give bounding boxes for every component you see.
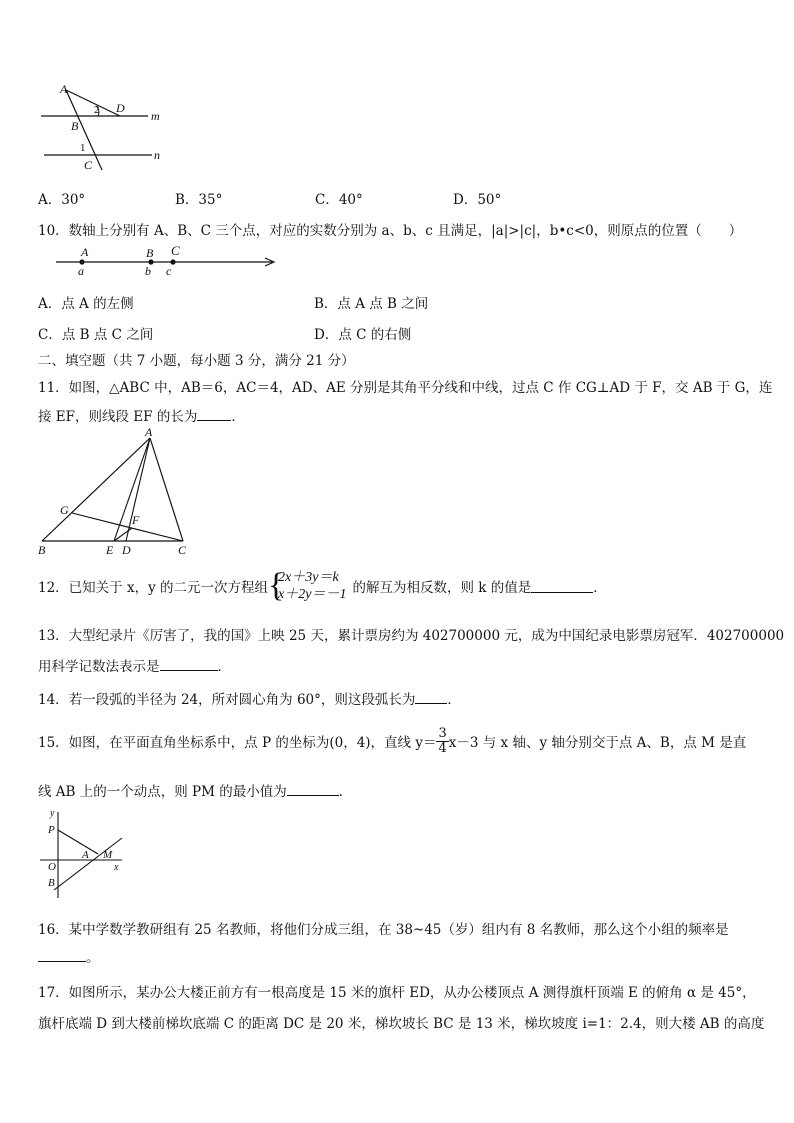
- label-m: m: [151, 109, 160, 123]
- q15-text-after: x－3 与 x 轴、y 轴分别交于点 A、B，点 M 是直: [448, 735, 747, 751]
- q12-end: ．: [593, 580, 607, 596]
- label-B: B: [38, 543, 46, 556]
- label-O: O: [48, 861, 56, 873]
- q16-line2: [38, 946, 100, 966]
- q17-line2: 旗杆底端 D 到大楼前梯坎底端 C 的距离 DC 是 20 米，梯坎坡长 BC 是 13 米，梯坎坡度 i=1：2.4，则大楼 AB 的高度: [38, 1016, 765, 1032]
- label-C: C: [171, 243, 180, 258]
- label-y: y: [50, 808, 55, 819]
- side-ac: [150, 438, 183, 541]
- q10-option-a[interactable]: A．点 A 的左侧: [38, 296, 134, 312]
- label-B: B: [71, 119, 79, 133]
- fraction-denominator: 4: [438, 740, 447, 756]
- q11-line2: [38, 405, 245, 425]
- q9-option-b[interactable]: B．35°: [175, 192, 223, 208]
- q15-figure: [36, 806, 136, 902]
- label-a: a: [78, 264, 84, 278]
- q12-equation-system: [268, 569, 346, 603]
- q12-line: [38, 565, 607, 607]
- q10-option-d[interactable]: D．点 C 的右侧: [314, 327, 412, 343]
- label-x: x: [114, 862, 119, 873]
- q13-line1: 13．大型纪录片《厉害了，我的国》上映 25 天，累计票房约为 402700000 元，成为中国纪录电影票房冠军．402700000: [38, 628, 785, 644]
- q10-option-c[interactable]: C．点 B 点 C 之间: [38, 327, 154, 343]
- q15-fraction: [436, 727, 448, 756]
- q11-end: ．: [231, 409, 245, 425]
- label-n: n: [154, 148, 160, 162]
- q12-text-after: 的解互为相反数，则 k 的值是: [352, 580, 532, 596]
- label-P: P: [48, 824, 55, 836]
- q15-line1: [38, 722, 746, 760]
- segment-pa: [58, 830, 98, 854]
- q17-line1: 17．如图所示，某办公大楼正前方有一根高度是 15 米的旗杆 ED，从办公楼顶点 A 测得旗杆顶端 E 的俯角 α 是 45°，: [38, 985, 756, 1001]
- q9-option-d[interactable]: D．50°: [453, 192, 502, 208]
- q9-option-a[interactable]: A．30°: [38, 192, 86, 208]
- label-C: C: [84, 158, 93, 172]
- label-B: B: [48, 877, 55, 889]
- q11-line1: 11．如图，△ABC 中，AB＝6，AC＝4，AD、AE 分别是其角平分线和中线，过点 C 作 CG⊥AD 于 F，交 AB 于 G，连: [38, 380, 773, 396]
- label-A: A: [81, 245, 89, 259]
- q10-stem: 10．数轴上分别有 A、B、C 三个点，对应的实数分别为 a、b、c 且满足，|a|>|c|，b•c<0，则原点的位置（ ）: [38, 223, 743, 239]
- q13-end: ．: [217, 659, 231, 675]
- label-D: D: [122, 543, 131, 556]
- q11-answer-blank[interactable]: [197, 419, 231, 421]
- label-A: A: [145, 426, 153, 439]
- label-c: c: [166, 264, 172, 278]
- q14-end: ．: [447, 692, 461, 708]
- label-b: b: [145, 264, 151, 278]
- q12-eq1: 2x＋3y＝k: [278, 570, 339, 585]
- label-angle-2: 2: [94, 104, 100, 116]
- q10-number-line: [54, 242, 280, 280]
- line-ab: [54, 838, 122, 890]
- fraction-numerator: 3: [438, 725, 447, 741]
- section-heading: 二、填空题（共 7 小题，每小题 3 分，满分 21 分）: [38, 353, 355, 369]
- label-M: M: [103, 849, 113, 861]
- label-A: A: [82, 849, 89, 861]
- q15-text: 线 AB 上的一个动点，则 PM 的最小值为: [38, 784, 287, 800]
- label-D: D: [116, 101, 125, 115]
- q12-text-before: 12．已知关于 x，y 的二元一次方程组: [38, 580, 269, 596]
- q16-line1: 16．某中学数学教研组有 25 名教师，将他们分成三组，在 38~45（岁）组内有 8 名教师，那么这个小组的频率是: [38, 922, 729, 938]
- brace-icon: {: [268, 567, 285, 604]
- q11-figure: [36, 426, 196, 556]
- label-F: F: [132, 513, 140, 527]
- q9-figure: [36, 84, 176, 176]
- q12-eq2: x＋2y＝－1: [278, 587, 347, 602]
- q9-option-c[interactable]: C．40°: [315, 192, 363, 208]
- label-E: E: [106, 543, 114, 556]
- label-G: G: [60, 503, 69, 517]
- q13-line2: [38, 655, 231, 675]
- q11-text: 接 EF，则线段 EF 的长为: [38, 409, 198, 425]
- label-B: B: [146, 246, 154, 260]
- q12-answer-blank[interactable]: [531, 591, 593, 593]
- q16-answer-blank[interactable]: [38, 960, 86, 962]
- q13-answer-blank[interactable]: [160, 669, 218, 671]
- q15-end: ．: [338, 784, 353, 800]
- q15-line2: [38, 780, 352, 800]
- q14-answer-blank[interactable]: [415, 702, 447, 704]
- label-angle-1: 1: [80, 142, 86, 154]
- q15-text-before: 15．如图，在平面直角坐标系中，点 P 的坐标为(0，4)，直线 y＝: [38, 735, 437, 751]
- q10-option-b[interactable]: B．点 A 点 B 之间: [314, 296, 429, 312]
- label-A: A: [60, 84, 68, 96]
- segment-ad: [66, 90, 120, 116]
- q14-line: [38, 688, 461, 708]
- q16-end: 。: [86, 950, 100, 966]
- q15-answer-blank[interactable]: [287, 794, 339, 796]
- q14-text: 14．若一段弧的半径为 24，所对圆心角为 60°，则这段弧长为: [38, 692, 416, 708]
- label-C: C: [178, 543, 187, 556]
- q13-text: 用科学记数法表示是: [38, 659, 160, 675]
